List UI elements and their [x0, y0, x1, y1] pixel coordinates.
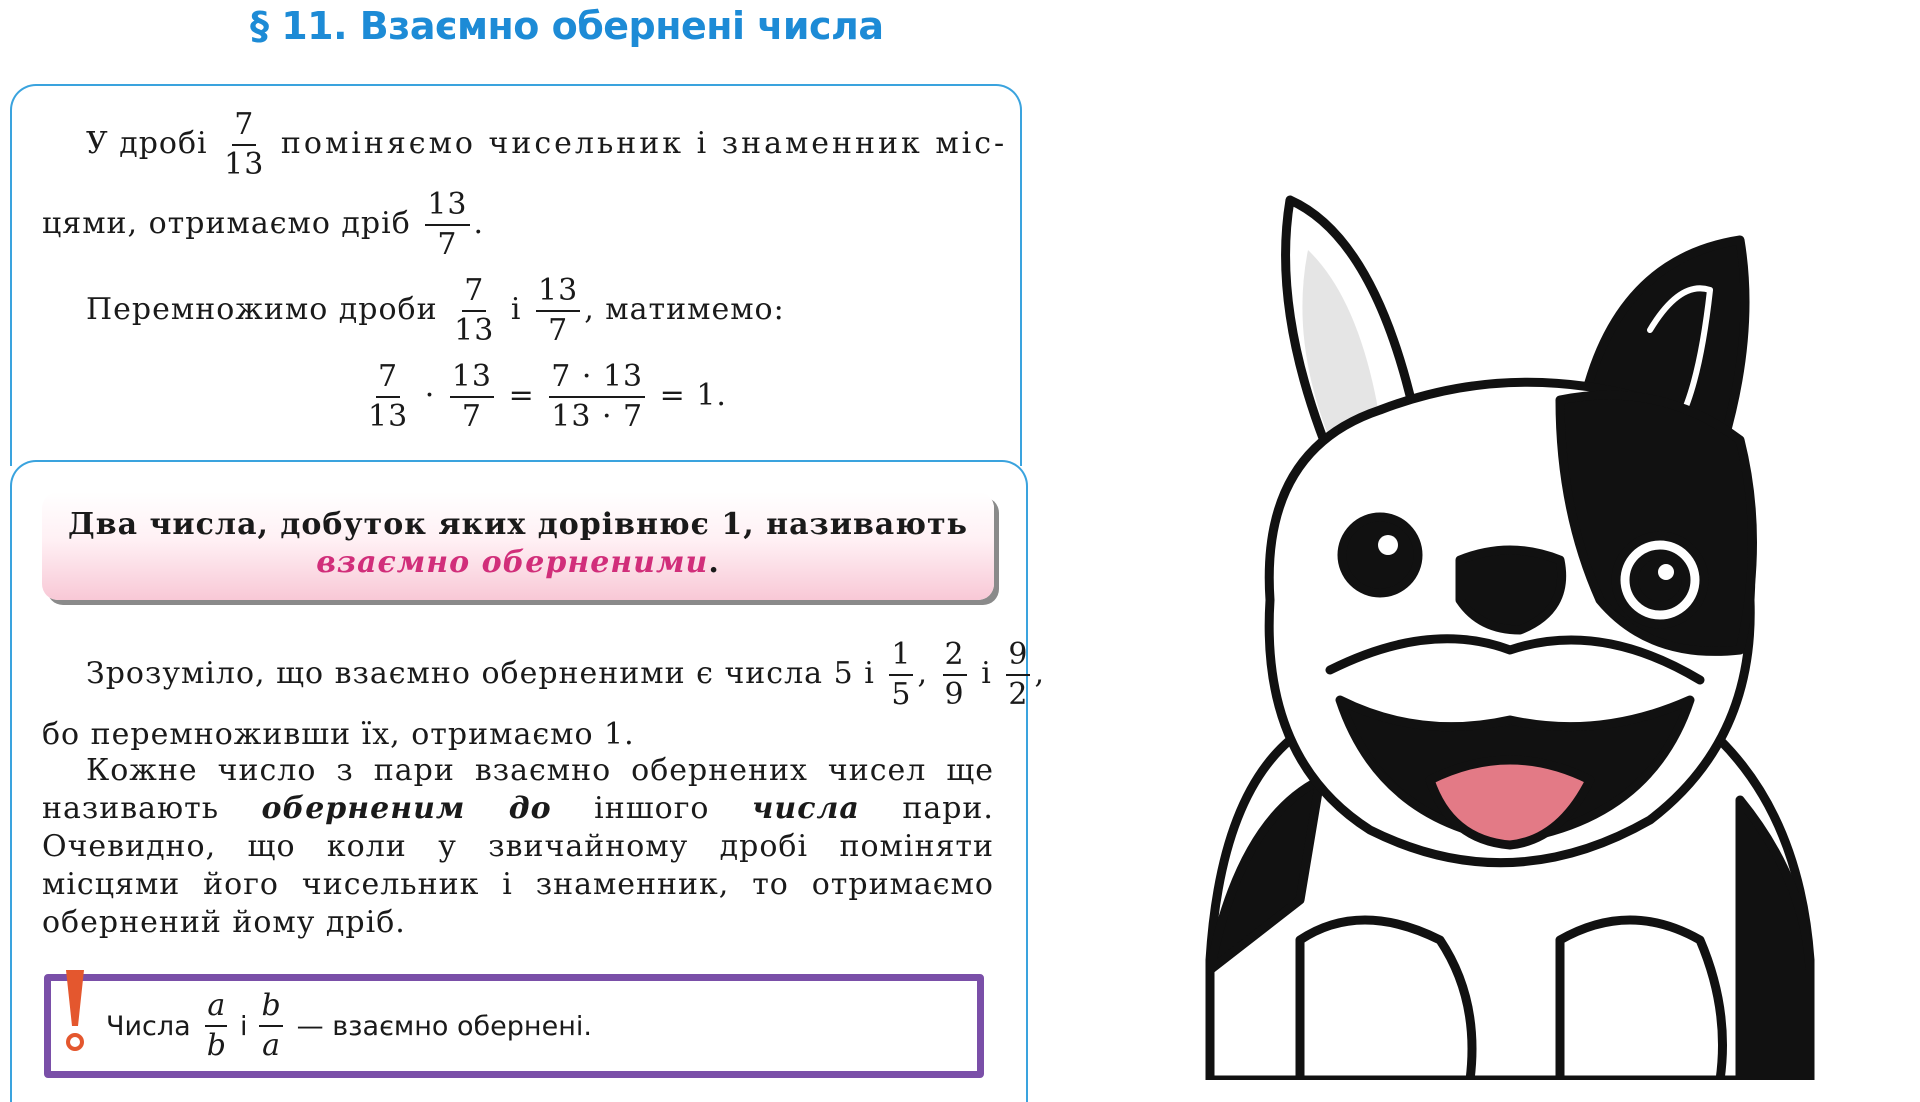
- note-text: Числа $\frac{a}{b}$ і $\frac{b}{a}$ — взаємно обернені.: [106, 988, 592, 1063]
- exclamation-icon: [60, 966, 90, 1056]
- fraction-7-13: $\frac{7}{13}$: [368, 359, 409, 434]
- fraction-7-13: $\frac{7}{13}$: [224, 107, 265, 182]
- fraction-7-13: $\frac{7}{13}$: [454, 273, 495, 348]
- bulldog-illustration: [1180, 180, 1840, 1080]
- equation: $\frac{7}{13}$ · $\frac{13}{7}$ = $\frac{7 \cdot 13}{13 \cdot 7}$ = 1.: [368, 359, 727, 434]
- paragraph-1-line-1: Зрозуміло, що взаємно оберненими є числа 5 і $\frac{1}{5}$ , $\frac{2}{9}$ і $\frac{9}{2}$ ,: [86, 637, 1045, 712]
- definition-line-1: Два числа, добуток яких дорівнює 1, називають: [68, 507, 968, 542]
- fraction-13-7: $\frac{13}{7}$: [538, 273, 579, 348]
- intro-line-2: цями, отримаємо дріб $\frac{13}{7}$ .: [42, 187, 485, 262]
- paragraph-1-line-2: бо перемноживши їх, отримаємо 1.: [42, 717, 635, 752]
- section-title: § 11. Взаємно обернені числа: [250, 4, 884, 48]
- paragraph-2: Кожне число з пари взаємно обернених чисел ще називають оберненим до іншого числа пари. Очевидно, що коли у звичайному дробі поміняти місцями його чисельник і знаменник, то отримаємо обернений йому дріб.: [42, 753, 994, 940]
- fraction-13-7: $\frac{13}{7}$: [427, 187, 468, 262]
- fraction-9-2: $\frac{9}{2}$: [1008, 637, 1029, 712]
- intro-line-3: Перемножимо дроби $\frac{7}{13}$ і $\frac{13}{7}$ , матимемо:: [86, 273, 785, 348]
- definition-box: [42, 492, 994, 600]
- fraction-13-7: $\frac{13}{7}$: [451, 359, 493, 434]
- definition-line-2: взаємно оберненими.: [316, 545, 720, 580]
- fraction-a-b: $\frac{a}{b}$: [206, 988, 226, 1063]
- fraction-b-a: $\frac{b}{a}$: [261, 988, 281, 1063]
- fraction-product: $\frac{7 \cdot 13}{13 \cdot 7}$: [551, 359, 644, 434]
- fraction-1-5: $\frac{1}{5}$: [891, 637, 912, 712]
- fraction-2-9: $\frac{2}{9}$: [944, 637, 965, 712]
- intro-line-1: У дробі $\frac{7}{13}$ поміняємо чисельник і знаменник міс-: [86, 107, 1008, 182]
